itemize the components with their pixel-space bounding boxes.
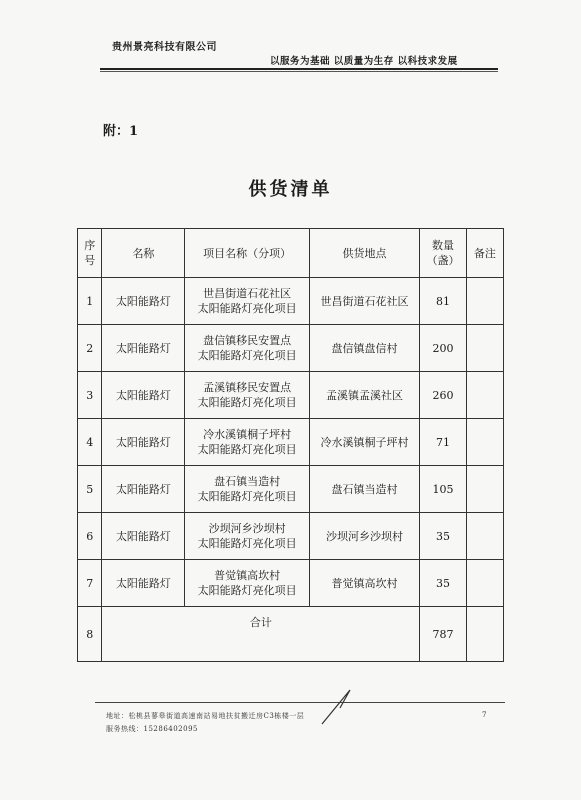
table-row	[78, 419, 504, 466]
pen-stroke-mark	[320, 686, 360, 726]
cell-location: 沙坝河乡沙坝村	[309, 513, 420, 560]
cell-project	[185, 325, 309, 372]
cell-name: 太阳能路灯	[102, 419, 185, 466]
cell-note	[466, 325, 503, 372]
cell-name: 太阳能路灯	[102, 513, 185, 560]
document-title: 供货清单	[248, 179, 333, 200]
project-line1: 盘石镇当造村	[214, 475, 281, 488]
footer-phone: 服务热线：15286402095	[106, 725, 198, 733]
cell-name: 太阳能路灯	[102, 466, 185, 513]
cell-note	[466, 278, 503, 325]
cell-location: 冷水溪镇桐子坪村	[309, 419, 420, 466]
table-row	[78, 560, 504, 607]
total-note	[466, 607, 503, 662]
cell-qty: 35	[420, 513, 466, 560]
cell-note	[466, 560, 503, 607]
cell-seq: 6	[78, 513, 102, 560]
cell-name: 太阳能路灯	[102, 325, 185, 372]
total-qty: 787	[420, 607, 466, 662]
table-row	[78, 466, 504, 513]
total-label: 合计	[102, 607, 420, 662]
supply-list-table	[77, 228, 504, 662]
table-row	[78, 278, 504, 325]
cell-name: 太阳能路灯	[102, 372, 185, 419]
header-name: 名称	[102, 229, 185, 278]
project-line1: 世昌街道石花社区	[203, 287, 292, 300]
cell-seq: 4	[78, 419, 102, 466]
page-number: 7	[482, 711, 487, 719]
project-line2: 太阳能路灯亮化项目	[197, 396, 297, 409]
footer-rule	[95, 702, 505, 703]
cell-name: 太阳能路灯	[102, 278, 185, 325]
table-header-row	[78, 229, 504, 278]
project-line2: 太阳能路灯亮化项目	[197, 490, 297, 503]
project-line2: 太阳能路灯亮化项目	[197, 537, 297, 550]
cell-project	[185, 278, 309, 325]
cell-qty: 105	[420, 466, 466, 513]
company-name: 贵州景亮科技有限公司	[112, 42, 217, 53]
header-rule	[100, 68, 498, 70]
cell-project	[185, 513, 309, 560]
cell-seq: 3	[78, 372, 102, 419]
footer-address: 地址：松桃县蓼皋街道高速南站易地扶贫搬迁房C3栋楼一层	[106, 712, 305, 720]
cell-project	[185, 560, 309, 607]
attachment-label: 附：1	[103, 124, 139, 139]
cell-project	[185, 419, 309, 466]
total-row	[78, 607, 504, 662]
cell-location: 盘石镇当造村	[309, 466, 420, 513]
header-qty: 数量（盏）	[420, 229, 466, 278]
cell-note	[466, 419, 503, 466]
project-line1: 盘信镇移民安置点	[203, 334, 292, 347]
cell-seq: 2	[78, 325, 102, 372]
cell-note	[466, 513, 503, 560]
cell-qty: 260	[420, 372, 466, 419]
cell-seq: 1	[78, 278, 102, 325]
project-line1: 普觉镇高坎村	[214, 569, 281, 582]
cell-qty: 71	[420, 419, 466, 466]
cell-project	[185, 466, 309, 513]
cell-note	[466, 372, 503, 419]
cell-seq: 7	[78, 560, 102, 607]
company-slogan: 以服务为基础 以质量为生存 以科技求发展	[270, 56, 458, 67]
cell-location: 普觉镇高坎村	[309, 560, 420, 607]
header-project: 项目名称（分项）	[185, 229, 309, 278]
table-row	[78, 325, 504, 372]
cell-name: 太阳能路灯	[102, 560, 185, 607]
cell-seq: 5	[78, 466, 102, 513]
table-row	[78, 513, 504, 560]
table-row	[78, 372, 504, 419]
header-rule-thin	[100, 71, 498, 72]
header-note: 备注	[466, 229, 503, 278]
project-line2: 太阳能路灯亮化项目	[197, 584, 297, 597]
project-line2: 太阳能路灯亮化项目	[197, 302, 297, 315]
header-seq: 序号	[78, 229, 102, 278]
header-location: 供货地点	[309, 229, 420, 278]
project-line1: 冷水溪镇桐子坪村	[203, 428, 292, 441]
cell-qty: 35	[420, 560, 466, 607]
cell-note	[466, 466, 503, 513]
project-line2: 太阳能路灯亮化项目	[197, 349, 297, 362]
cell-project	[185, 372, 309, 419]
cell-location: 世昌街道石花社区	[309, 278, 420, 325]
cell-location: 盘信镇盘信村	[309, 325, 420, 372]
project-line1: 孟溪镇移民安置点	[203, 381, 292, 394]
project-line1: 沙坝河乡沙坝村	[208, 522, 286, 535]
cell-location: 孟溪镇孟溪社区	[309, 372, 420, 419]
cell-qty: 81	[420, 278, 466, 325]
cell-qty: 200	[420, 325, 466, 372]
total-seq: 8	[78, 607, 102, 662]
project-line2: 太阳能路灯亮化项目	[197, 443, 297, 456]
